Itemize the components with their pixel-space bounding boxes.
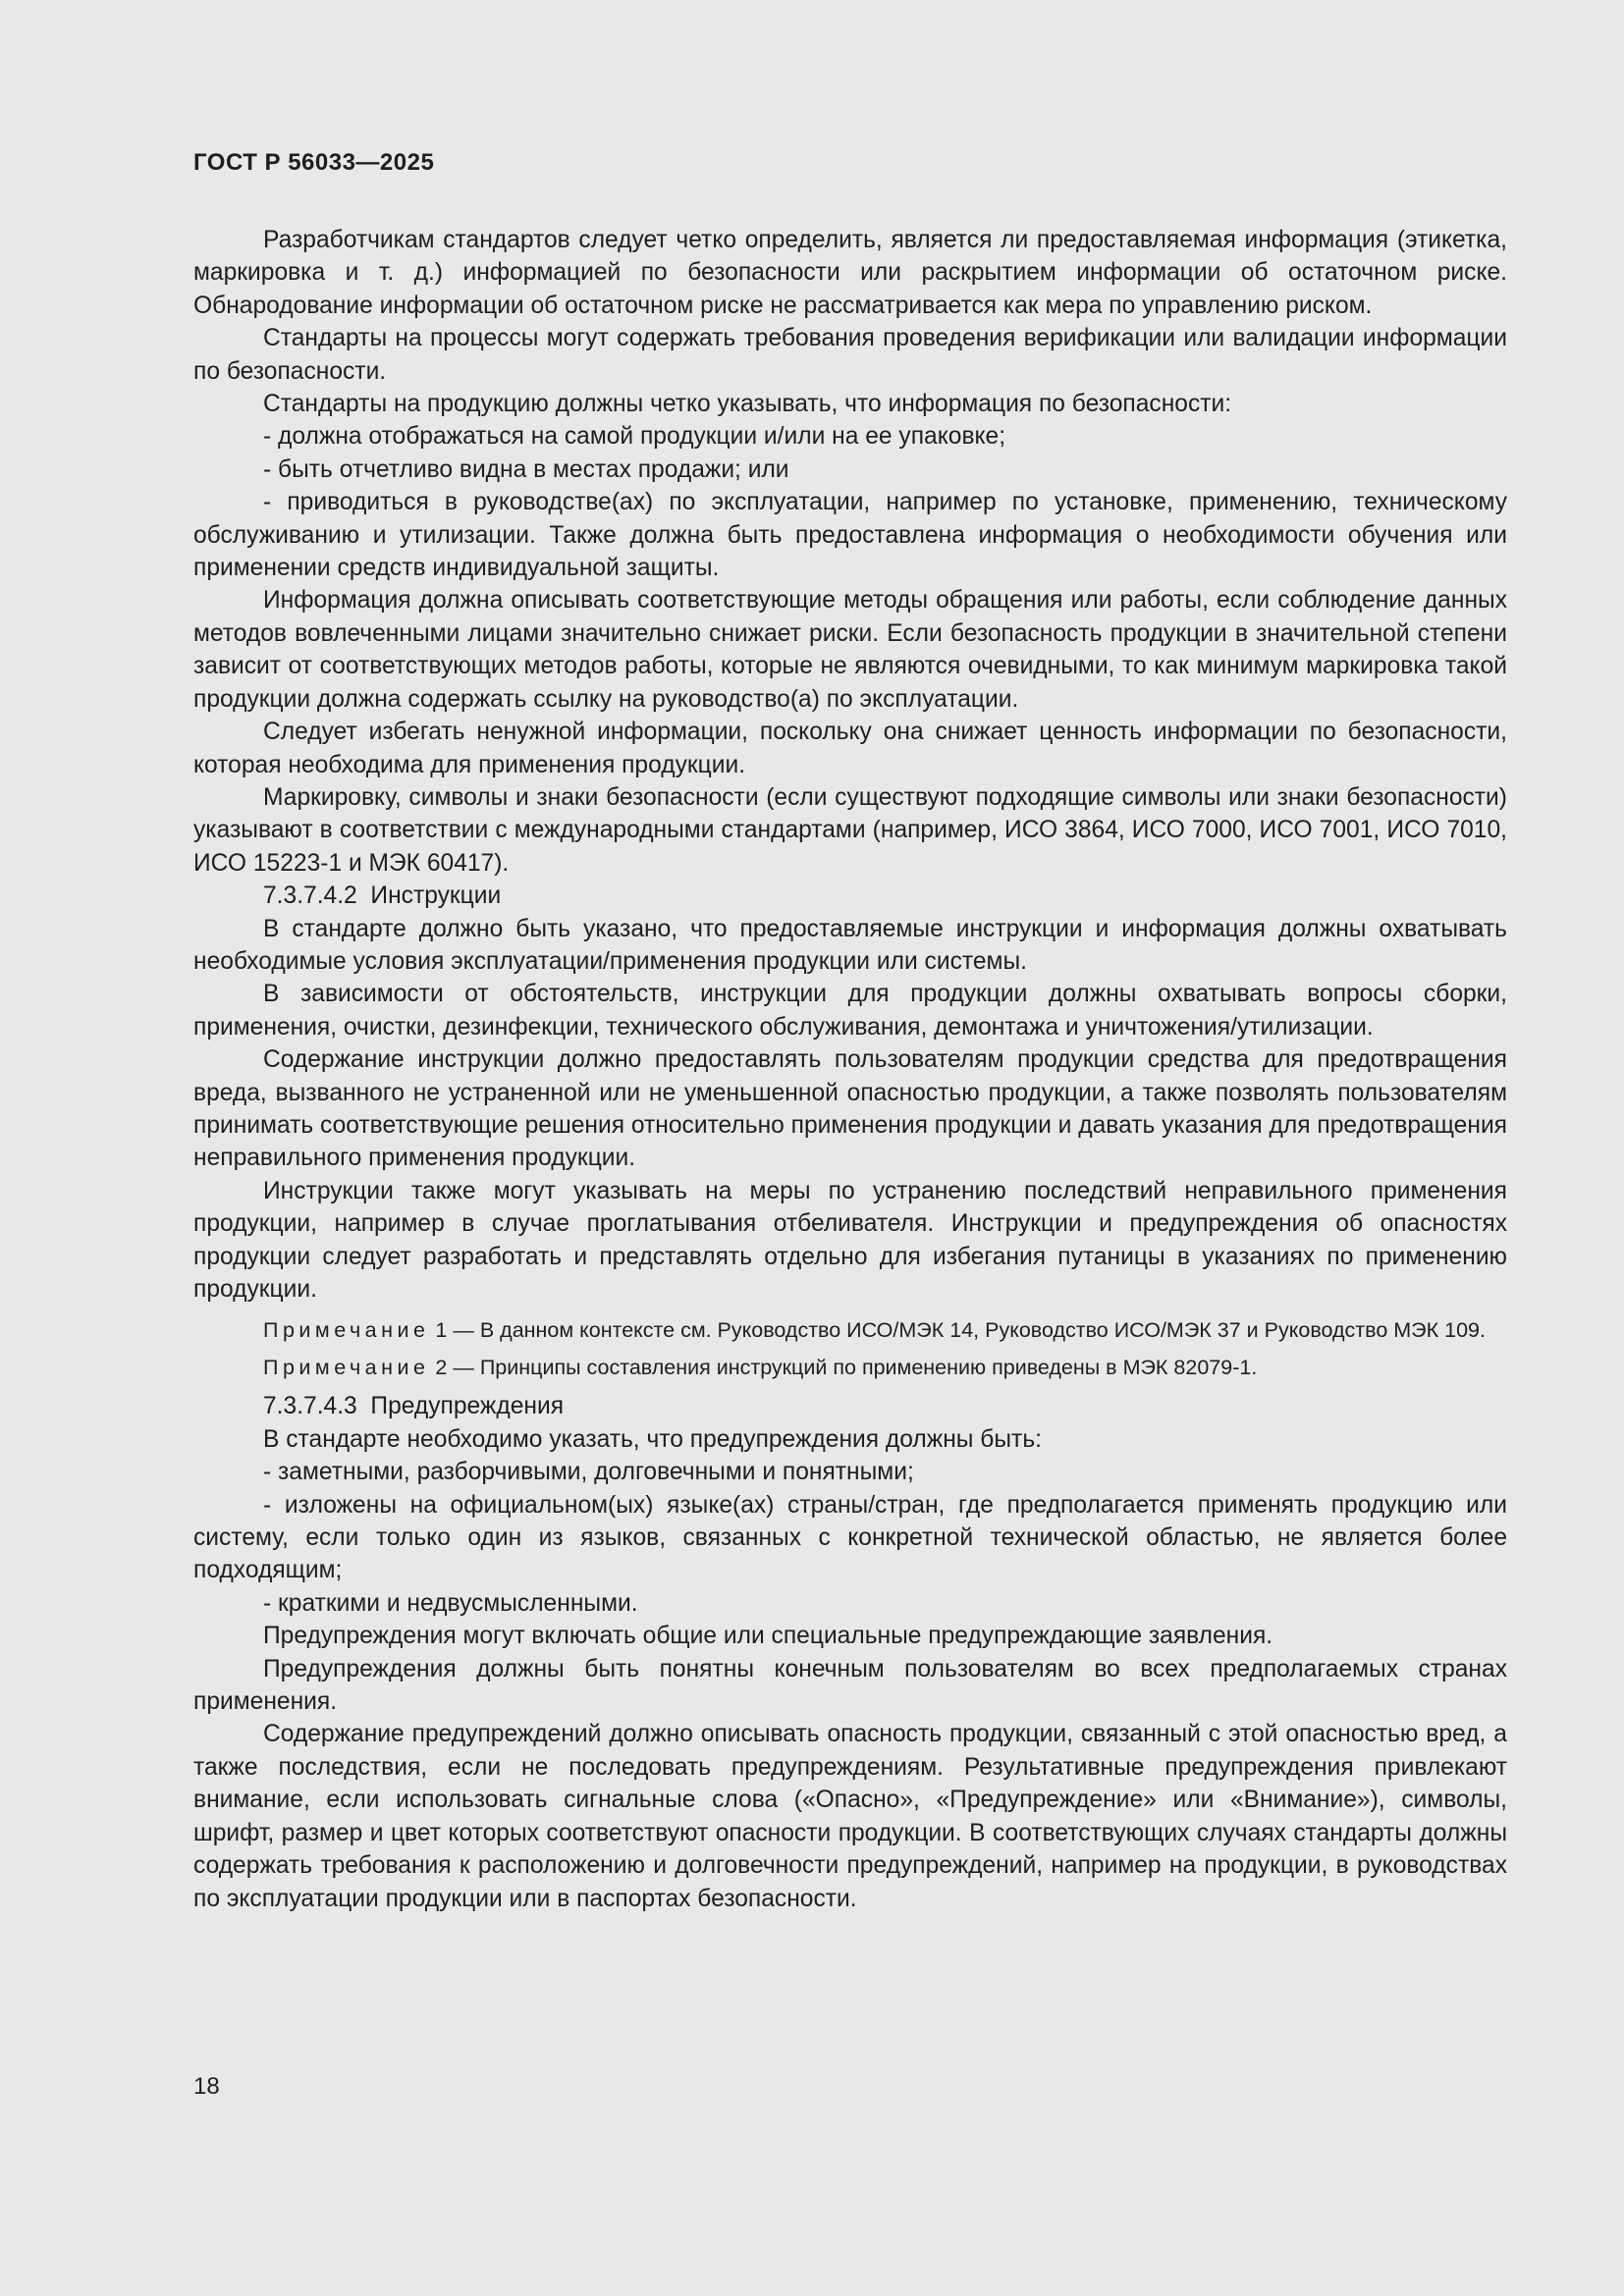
- paragraph: Информация должна описывать соответствующие методы обращения или работы, если соблюдение данных методов вовлеченными лицами значительно снижает риски. Если безопасность продукции в значительной степени зависит от соответствующих методов работы, которые не являются очевидными, то как минимум маркировка такой продукции должна содержать ссылку на руководство(а) по эксплуатации.: [193, 587, 1507, 713]
- note-label: Примечание: [263, 1318, 430, 1343]
- list-item: - должна отображаться на самой продукции и/или на ее упаковке;: [263, 423, 1006, 451]
- paragraph: Стандарты на продукцию должны четко указывать, что информация по безопасности:: [263, 391, 1232, 418]
- paragraph: Содержание предупреждений должно описывать опасность продукции, связанный с этой опасностью вред, а также последствия, если не последовать предупреждениям. Результативные предупреждения привлекают внимание, если использовать сигнальные слова («Опасно», «Предупреждение» или «Внимание»), символы, шрифт, размер и цвет которых соответствуют опасности продукции. В соответствующих случаях стандарты должны содержать требования к расположению и долговечности предупреждений, например на продукции, в руководствах по эксплуатации продукции или в паспортах безопасности.: [193, 1721, 1507, 1912]
- document-body: [193, 224, 1507, 1915]
- paragraph: В зависимости от обстоятельств, инструкции для продукции должны охватывать вопросы сборки, применения, очистки, дезинфекции, технического обслуживания, демонтажа и уничтожения/утилизации.: [193, 981, 1507, 1041]
- list-item: - изложены на официальном(ых) языке(ах) страны/стран, где предполагается применять продукцию или систему, если только один из языков, связанных с конкретной технической областью, не является более подходящим;: [193, 1491, 1507, 1584]
- paragraph: Инструкции также могут указывать на меры по устранению последствий неправильного применения продукции, например в случае проглатывания отбеливателя. Инструкции и предупреждения об опасностях продукции следует разработать и представлять отдельно для избегания путаницы в указаниях по применению продукции.: [193, 1177, 1507, 1303]
- document-header: ГОСТ Р 56033—2025: [193, 149, 435, 176]
- section-heading: 7.3.7.4.3 Предупреждения: [263, 1393, 565, 1420]
- note-label: Примечание: [263, 1356, 430, 1380]
- paragraph: Следует избегать ненужной информации, поскольку она снижает ценность информации по безопасности, которая необходима для применения продукции.: [193, 719, 1507, 778]
- note: [193, 1315, 1507, 1345]
- paragraph: В стандарте необходимо указать, что предупреждения должны быть:: [263, 1425, 1042, 1453]
- list-item: - краткими и недвусмысленными.: [263, 1589, 638, 1617]
- paragraph: Разработчикам стандартов следует четко определить, является ли предоставляемая информация (этикетка, маркировка и т. д.) информацией по безопасности или раскрытием информации об остаточном риске. Обнародование информации об остаточном риске не рассматривается как мера по управлению риском.: [193, 227, 1507, 319]
- list-item: - заметными, разборчивыми, долговечными и понятными;: [263, 1459, 914, 1486]
- note: [193, 1353, 1507, 1382]
- paragraph: Маркировку, символы и знаки безопасности (если существуют подходящие символы или знаки безопасности) указывают в соответствии с международными стандартами (например, ИСО 3864, ИСО 7000, ИСО 7001, ИСО 7010, ИСО 15223-1 и МЭК 60417).: [193, 783, 1507, 877]
- paragraph: В стандарте должно быть указано, что предоставляемые инструкции и информация должны охватывать необходимые условия эксплуатации/применения продукции или системы.: [193, 915, 1507, 975]
- paragraph: Содержание инструкции должно предоставлять пользователям продукции средства для предотвращения вреда, вызванного не устраненной или не уменьшенной опасностью продукции, а также позволять пользователям принимать соответствующие решения относительно применения продукции и давать указания для предотвращения неправильного применения продукции.: [193, 1046, 1507, 1172]
- section-heading: 7.3.7.4.2 Инструкции: [263, 882, 502, 910]
- note-text: 1 — В данном контексте см. Руководство ИСО/МЭК 14, Руководство ИСО/МЭК 37 и Руководство МЭК 109.: [429, 1318, 1486, 1343]
- page-number: 18: [193, 2073, 220, 2100]
- list-item: - быть отчетливо видна в местах продажи; или: [263, 455, 789, 483]
- paragraph: Предупреждения могут включать общие или специальные предупреждающие заявления.: [263, 1623, 1273, 1650]
- paragraph: Предупреждения должны быть понятны конечным пользователям во всех предполагаемых странах применения.: [193, 1655, 1507, 1716]
- note-text: 2 — Принципы составления инструкций по применению приведены в МЭК 82079-1.: [429, 1356, 1258, 1380]
- list-item: - приводиться в руководстве(ах) по эксплуатации, например по установке, применению, техническому обслуживанию и утилизации. Также должна быть предоставлена информация о необходимости обучения или применении средств индивидуальной защиты.: [193, 489, 1507, 582]
- paragraph: Стандарты на процессы могут содержать требования проведения верификации или валидации информации по безопасности.: [193, 325, 1507, 385]
